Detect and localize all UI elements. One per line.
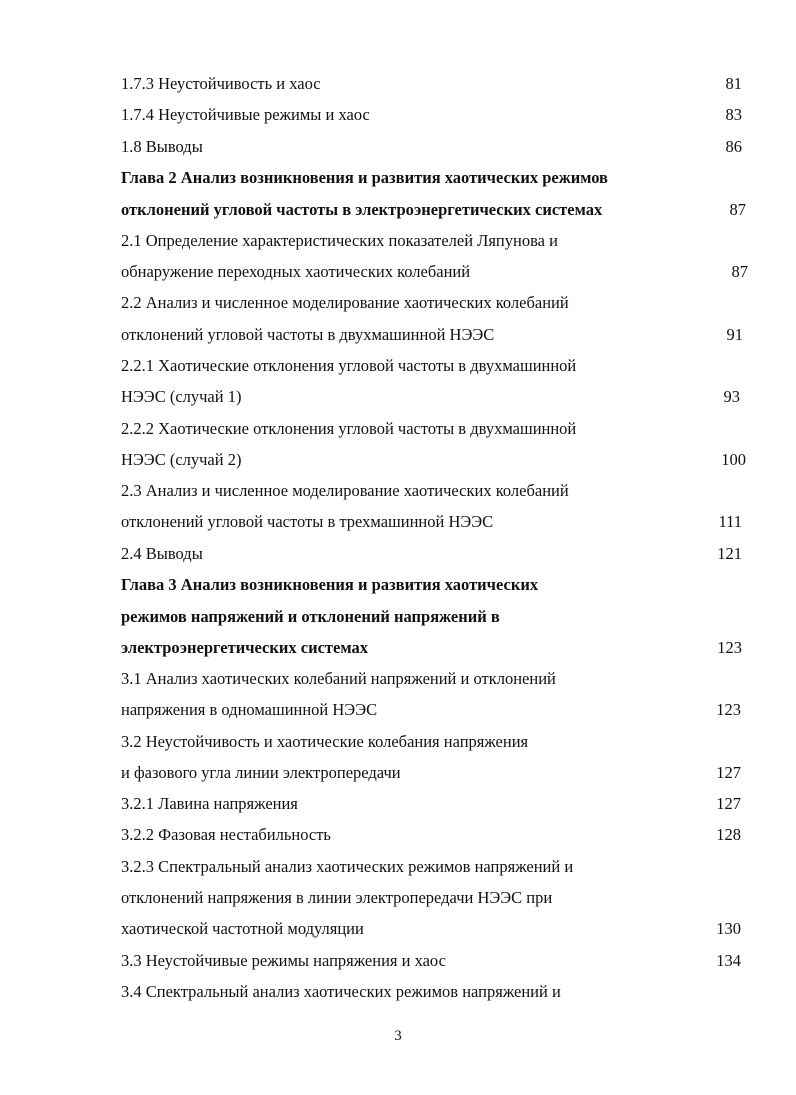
toc-entry-text: 1.7.4 Неустойчивые режимы и хаос (121, 105, 370, 124)
toc-entry-page: 127 (716, 794, 741, 813)
toc-entry-text: 3.2.3 Спектральный анализ хаотических режимов напряжений и (121, 857, 574, 876)
toc-entry-page: 87 (729, 200, 746, 219)
toc-entry-text: 3.2.2 Фазовая нестабильность (121, 825, 331, 844)
chapter-heading: Глава 3 Анализ возникновения и развития хаотических (121, 575, 539, 594)
toc-entry-text: 3.2 Неустойчивость и хаотические колебания напряжения (121, 732, 529, 751)
chapter-heading: режимов напряжений и отклонений напряжений в (121, 607, 500, 626)
toc-entry-text: отклонений угловой частоты в трехмашинной НЭЭС (121, 512, 494, 531)
toc-entry-text: и фазового угла линии электропередачи (121, 763, 401, 782)
toc-entry-text: отклонений напряжения в линии электропередачи НЭЭС при (121, 888, 553, 907)
toc-entry-text: 2.4 Выводы (121, 544, 203, 563)
toc-entry-text: 2.2 Анализ и численное моделирование хаотических колебаний (121, 293, 569, 312)
toc-entry-page: 111 (718, 512, 742, 531)
toc-entry-page: 123 (717, 638, 742, 657)
toc-entry-text: 2.2.1 Хаотические отклонения угловой частоты в двухмашинной (121, 356, 577, 375)
toc-entry-text: отклонений угловой частоты в двухмашинной НЭЭС (121, 325, 495, 344)
chapter-heading: отклонений угловой частоты в электроэнергетических системах (121, 200, 603, 219)
chapter-heading: электроэнергетических системах (121, 638, 368, 657)
toc-entry-text: напряжения в одномашинной НЭЭС (121, 700, 378, 719)
toc-entry-text: 2.3 Анализ и численное моделирование хаотических колебаний (121, 481, 569, 500)
toc-entry-text: 3.3 Неустойчивые режимы напряжения и хаос (121, 951, 446, 970)
toc-entry-text: 3.1 Анализ хаотических колебаний напряжений и отклонений (121, 669, 556, 688)
toc-entry-page: 121 (717, 544, 742, 563)
toc-entry-text: обнаружение переходных хаотических колебаний (121, 262, 471, 281)
toc-entry-page: 81 (725, 74, 742, 93)
page-number: 3 (394, 1028, 402, 1044)
toc-entry-text: 1.8 Выводы (121, 137, 203, 156)
toc-entry-page: 128 (716, 825, 741, 844)
toc-entry-page: 123 (716, 700, 741, 719)
toc-entry-text: 2.1 Определение характеристических показателей Ляпунова и (121, 231, 558, 250)
toc-entry-page: 127 (716, 763, 741, 782)
toc-entry-page: 86 (725, 137, 742, 156)
toc-entry-text: хаотической частотной модуляции (121, 919, 364, 938)
toc-entry-text: НЭЭС (случай 1) (121, 387, 242, 406)
toc-entry-text: 3.4 Спектральный анализ хаотических режимов напряжений и (121, 982, 561, 1001)
chapter-heading: Глава 2 Анализ возникновения и развития хаотических режимов (121, 168, 608, 187)
toc-entry-page: 91 (726, 325, 743, 344)
toc-entry-page: 87 (731, 262, 748, 281)
toc-entry-text: 2.2.2 Хаотические отклонения угловой частоты в двухмашинной (121, 419, 577, 438)
toc-entry-text: 3.2.1 Лавина напряжения (121, 794, 298, 813)
toc-entry-page: 100 (721, 450, 746, 469)
toc-entry-text: 1.7.3 Неустойчивость и хаос (121, 74, 321, 93)
toc-entry-page: 93 (723, 387, 740, 406)
toc-entry-text: НЭЭС (случай 2) (121, 450, 242, 469)
toc-entry-page: 83 (725, 105, 742, 124)
toc-entry-page: 134 (716, 951, 741, 970)
toc-entry-page: 130 (716, 919, 741, 938)
